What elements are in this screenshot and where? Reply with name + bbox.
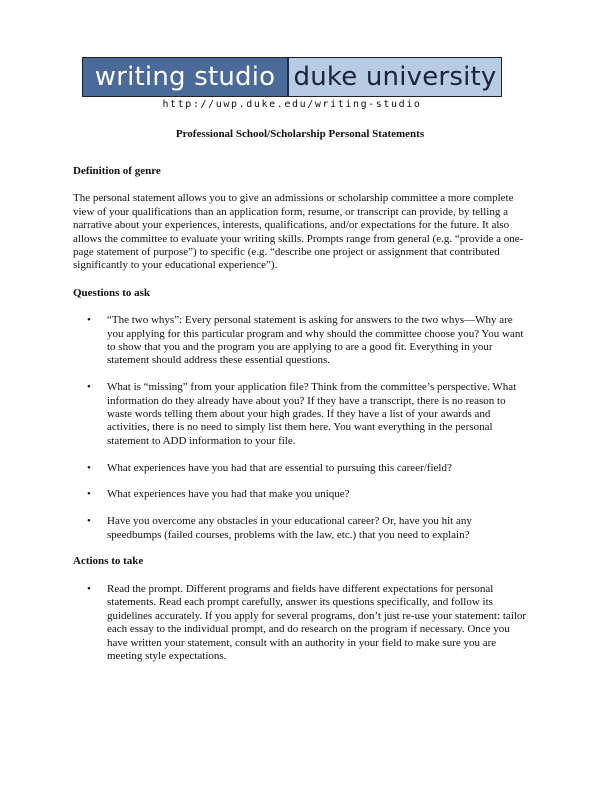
- header-url[interactable]: http://uwp.duke.edu/writing-studio: [162, 99, 422, 110]
- banner-writing-studio: [83, 58, 289, 96]
- document-title: Professional School/Scholarship Personal Statements: [175, 128, 425, 140]
- banner-duke-university: [289, 58, 501, 96]
- list-item: • “The two whys”: Every personal statement is asking for answers to the two whys—Why are you applying for this particular program and why should the committee choose you? You want to show that you and the program you are applying to are a good fit. Everything in your statement should address these essential questions.: [73, 314, 528, 368]
- document-body: [73, 165, 528, 677]
- definition-paragraph: The personal statement allows you to give an admissions or scholarship committee a more complete view of your qualifications than an application form, resume, or transcript can provide, by telling a narrative about your experiences, interests, qualifications, and/or expectations for the future. It also allows the committee to evaluate your writing skills. Prompts range from general (e.g. “provide a one-page statement of purpose”) to specific (e.g. “describe one project or assignment that contributed significantly to your educational experience”).: [73, 192, 524, 272]
- header-banner: [82, 57, 502, 97]
- list-item: • Read the prompt. Different programs and fields have different expectations for personal statements. Read each prompt carefully, answer its questions specifically, and follow its guidelines accurately. If you apply for several programs, don’t just re-use your statement: tailor each essay to the individual prompt, and do research on the program if necessary. Once you have written your statement, consult with an authority in your field to make sure you are meeting style expectations.: [73, 583, 528, 663]
- section-heading-definition: Definition of genre: [73, 165, 161, 177]
- list-item: • Have you overcome any obstacles in your educational career? Or, have you hit any speedbumps (failed courses, problems with the law, etc.) that you need to explain?: [73, 515, 528, 542]
- list-item: • What experiences have you had that are essential to pursuing this career/field?: [73, 462, 528, 475]
- list-item: • What experiences have you had that make you unique?: [73, 488, 528, 501]
- banner-right-label: duke university: [293, 62, 497, 92]
- questions-list: [73, 314, 528, 542]
- banner-left-label: writing studio: [94, 62, 276, 92]
- actions-list: [73, 583, 528, 663]
- section-heading-actions: Actions to take: [73, 555, 144, 568]
- section-heading-questions: Questions to ask: [73, 286, 151, 299]
- list-item: • What is “missing” from your application file? Think from the committee’s perspective. What information do they already have about you? If they have a transcript, there is no reason to waste words telling them about your high grades. If they have a list of your awards and activities, there is no need to simply list them here. You want everything in the personal statement to ADD information to your file.: [73, 381, 528, 448]
